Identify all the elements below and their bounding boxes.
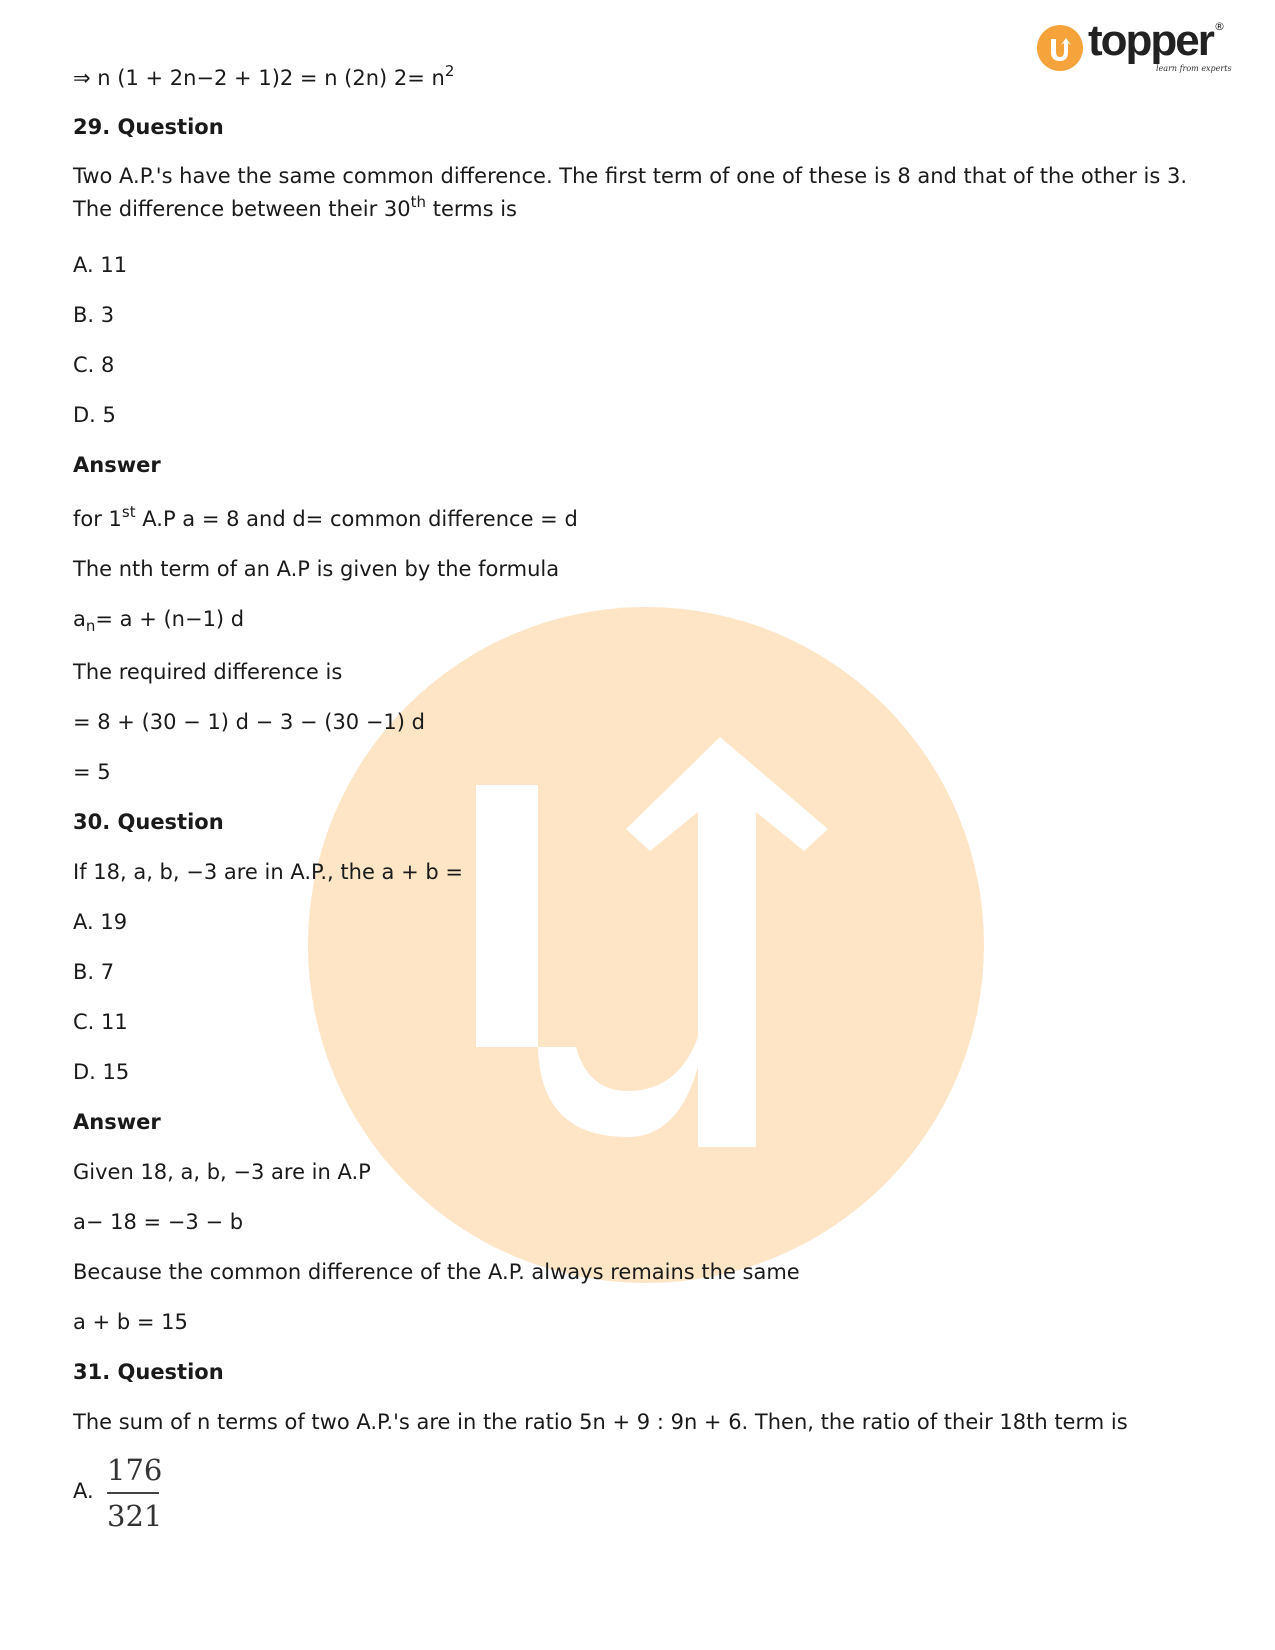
q30-answer-heading: Answer xyxy=(73,1110,161,1134)
q30-answer-line: a− 18 = −3 − b xyxy=(73,1210,244,1234)
q30-answer-line: Given 18, a, b, −3 are in A.P xyxy=(73,1160,371,1184)
q31-heading: 31. Question xyxy=(73,1360,224,1384)
fraction-denominator: 321 xyxy=(107,1499,163,1533)
q30-option-d: D. 15 xyxy=(73,1060,130,1084)
q30-heading: 30. Question xyxy=(73,810,224,834)
q29-answer-result: = 5 xyxy=(73,760,111,784)
q30-option-a: A. 19 xyxy=(73,910,128,934)
q30-answer-result: a + b = 15 xyxy=(73,1310,188,1334)
fraction-bar xyxy=(107,1492,159,1494)
fraction-numerator: 176 xyxy=(107,1453,163,1487)
q31-option-a-fraction xyxy=(107,1452,163,1534)
q29-option-c: C. 8 xyxy=(73,353,115,377)
q29-option-b: B. 3 xyxy=(73,303,115,327)
logo-registered-mark: ® xyxy=(1214,20,1225,33)
q29-heading: 29. Question xyxy=(73,115,224,139)
q29-answer-line: The required difference is xyxy=(73,660,343,684)
q29-answer-line: The nth term of an A.P is given by the formula xyxy=(73,557,560,581)
q29-option-a: A. 11 xyxy=(73,253,128,277)
q30-text: If 18, a, b, −3 are in A.P., the a + b = xyxy=(73,860,463,884)
q29-option-d: D. 5 xyxy=(73,403,116,427)
q29-answer-line: = 8 + (30 − 1) d − 3 − (30 −1) d xyxy=(73,710,425,734)
q29-answer-formula: $a_n= a + (n-1)$ d xyxy=(73,607,245,635)
q29-text: Two A.P.'s have the same common difference. The first term of one of these is 8 and that of the other is 3. The difference between their 30th terms is xyxy=(73,164,1188,221)
q29-answer-heading: Answer xyxy=(73,453,161,477)
logo-wordmark: topper xyxy=(1088,16,1213,65)
logo-u-icon xyxy=(1036,24,1084,72)
brand-logo xyxy=(1036,16,1236,82)
q30-option-c: C. 11 xyxy=(73,1010,128,1034)
carry-over-equation: ⇒ n (1 + 2n−2 + 1)2 = n (2n) $2= n^2$ xyxy=(73,62,455,90)
q30-answer-line: Because the common difference of the A.P. always remains the same xyxy=(73,1260,800,1284)
q31-option-a-label: A. xyxy=(73,1479,94,1503)
q30-option-b: B. 7 xyxy=(73,960,115,984)
q29-answer-line: for 1st A.P a = 8 and d= common difference = d xyxy=(73,503,578,531)
logo-tagline: learn from experts xyxy=(1156,64,1232,73)
q31-text: The sum of n terms of two A.P.'s are in the ratio 5n + 9 : 9n + 6. Then, the ratio of their 18th term is xyxy=(73,1410,1128,1434)
